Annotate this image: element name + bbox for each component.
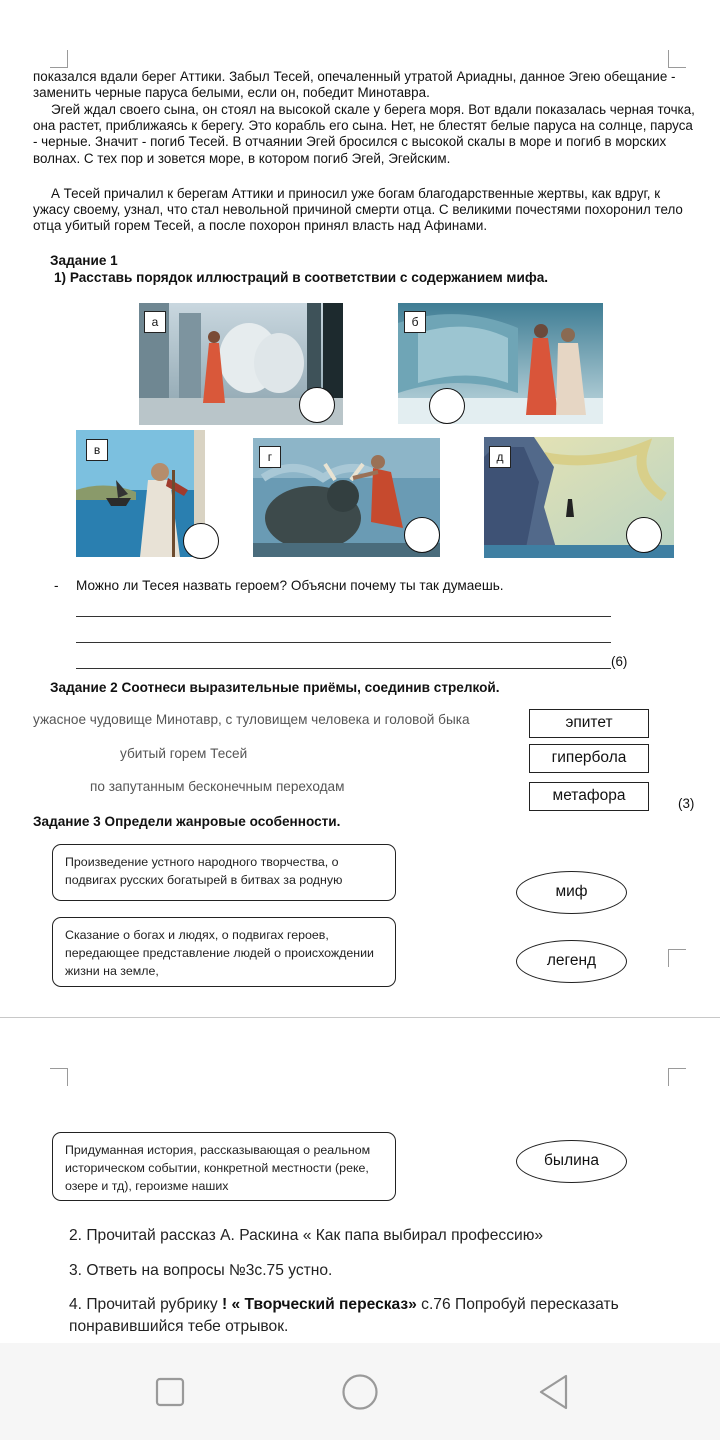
genre-oval-legend[interactable]: легенд xyxy=(516,940,627,983)
answer-line-2[interactable] xyxy=(76,642,611,643)
homework-item-4-rubric: ! « Творческий пересказ» xyxy=(221,1296,417,1313)
task2-title: Задание 2 Соотнеси выразительные приёмы, соединив стрелкой. xyxy=(50,680,500,695)
illustration-label-g: г xyxy=(259,446,281,468)
square-icon xyxy=(155,1377,185,1407)
answer-line-1[interactable] xyxy=(76,616,611,617)
task2-phrase-1: ужасное чудовище Минотавр, с туловищем человека и головой быка xyxy=(33,712,470,727)
homework-item-4-prefix: 4. Прочитай рубрику xyxy=(69,1296,222,1313)
task1-instruction: 1) Расставь порядок иллюстраций в соответствии с содержанием мифа. xyxy=(54,270,549,285)
question-dash: - xyxy=(54,578,59,593)
task2-phrase-3: по запутанным бесконечным переходам xyxy=(90,779,345,794)
story-paragraph-2-text: Эгей ждал своего сына, он стоял на высокой скале у берега моря. Вот вдали показалась черная точка, она растет, приближаясь к берегу. Это корабль его сына. Нет, не блестят белые паруса на солнце, паруса - черные. Значит - погиб Тесей. В отчаянии Эгей бросился с высокой скалы в море и погиб в морских волнах. С тех пор и зовется море, в котором погиб Эгей, Эгейским. xyxy=(33,102,695,166)
order-answer-circle-d[interactable] xyxy=(626,517,662,553)
task2-phrase-2: убитый горем Тесей xyxy=(120,746,248,761)
illustration-label-a: а xyxy=(144,311,166,333)
page-corner-mark xyxy=(50,50,68,68)
homework-item-4 xyxy=(69,1294,699,1338)
task1-score: (6) xyxy=(611,654,628,669)
order-answer-circle-b[interactable] xyxy=(429,388,465,424)
recent-apps-button[interactable] xyxy=(130,1343,210,1440)
page-separator xyxy=(0,1017,720,1018)
term-box-epithet[interactable]: эпитет xyxy=(529,709,649,738)
illustration-label-d: д xyxy=(489,446,511,468)
page-corner-mark xyxy=(668,949,686,967)
story-paragraph-1: показался вдали берег Аттики. Забыл Тесей, опечаленный утратой Ариадны, данное Эгею обещание - заменить черные паруса белыми, если он, победит Минотавра. xyxy=(33,69,676,101)
circle-icon xyxy=(341,1373,379,1411)
order-answer-circle-a[interactable] xyxy=(299,387,335,423)
task3-title: Задание 3 Определи жанровые особенности. xyxy=(33,814,341,829)
story-paragraph-3-text: А Тесей причалил к берегам Аттики и приносил уже богам благодарственные жертвы, как вдруг, к ужасу своему, узнал, что стал невольной причиной смерти отца. С великими почестями похоронил тело отца убитый горем Тесей, а после похорон принял власть над Афинами. xyxy=(33,186,683,234)
back-button[interactable] xyxy=(514,1343,594,1440)
term-box-metaphor[interactable]: метафора xyxy=(529,782,649,811)
genre-oval-bylina[interactable]: былина xyxy=(516,1140,627,1183)
page-corner-mark xyxy=(668,50,686,68)
task1-title: Задание 1 xyxy=(50,253,118,268)
order-answer-circle-v[interactable] xyxy=(183,523,219,559)
page-corner-mark xyxy=(668,1068,686,1086)
genre-oval-myth[interactable]: миф xyxy=(516,871,627,914)
back-triangle-icon xyxy=(537,1373,571,1411)
page-corner-mark xyxy=(50,1068,68,1086)
home-button[interactable] xyxy=(320,1343,400,1440)
system-navigation-bar xyxy=(0,1343,720,1440)
genre-description-2[interactable]: Сказание о богах и людях, о подвигах героев, передающее представление людей о происхождении жизни на земле, xyxy=(52,917,396,987)
homework-item-4-suffix: с.76 Попробуй пересказать понравившийся тебе отрывок. xyxy=(69,1296,619,1335)
term-box-hyperbole[interactable]: гипербола xyxy=(529,744,649,773)
hero-question-text: Можно ли Тесея назвать героем? Объясни почему ты так думаешь. xyxy=(76,578,504,593)
genre-description-3[interactable]: Придуманная история, рассказывающая о реальном историческом событии, конкретной местности (реке, озере и тд), героизме наших xyxy=(52,1132,396,1201)
homework-item-3: 3. Ответь на вопросы №3с.75 устно. xyxy=(69,1262,333,1279)
homework-item-2: 2. Прочитай рассказ А. Раскина « Как папа выбирал профессию» xyxy=(69,1227,544,1244)
illustration-label-v: в xyxy=(86,439,108,461)
genre-description-1[interactable]: Произведение устного народного творчества, о подвигах русских богатырей в битвах за родную xyxy=(52,844,396,901)
story-paragraph-2 xyxy=(33,102,697,167)
illustration-label-b: б xyxy=(404,311,426,333)
answer-line-3[interactable] xyxy=(76,668,611,669)
order-answer-circle-g[interactable] xyxy=(404,517,440,553)
hero-question xyxy=(54,578,504,593)
story-paragraph-3 xyxy=(33,186,697,235)
task2-score: (3) xyxy=(678,796,695,811)
